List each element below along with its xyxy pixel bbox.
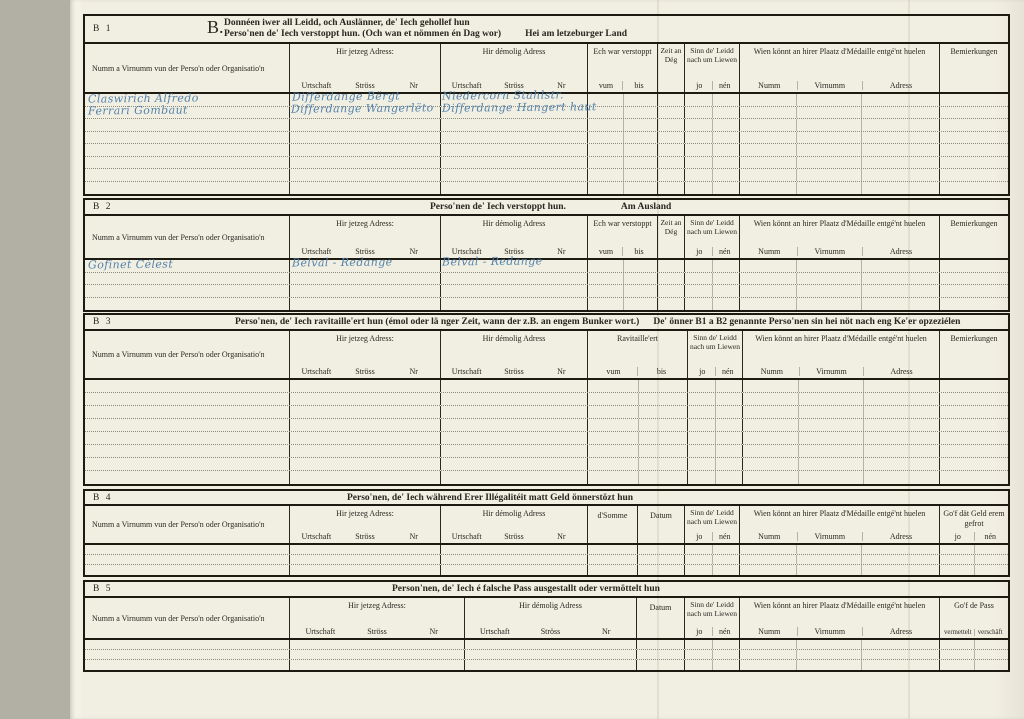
cell-demolig (440, 182, 587, 195)
col-header-demolig-adress: Hir démolig Adress Urtschaft Ströss Nr (464, 598, 636, 638)
cell-bemierkungen (939, 380, 1008, 392)
cell-demolig (464, 650, 636, 659)
cell-medaille (739, 660, 939, 670)
table-row (85, 545, 1008, 555)
cell-medaille (739, 132, 939, 144)
cell-medaille (739, 94, 939, 106)
cell-ravitailleert (587, 380, 687, 392)
section-title: Perso'nen de' Iech verstoppt hun. (430, 202, 566, 212)
cell-name (85, 273, 289, 285)
cell-jetzeg (289, 406, 440, 418)
col-header-sinn-liewen: Sinn de' Leidd nach um Liewen jo nén (684, 44, 739, 92)
col-header-zeit: Zeit an Dég (657, 216, 684, 258)
cell-jetzeg (289, 273, 440, 285)
cell-ravitailleert (587, 406, 687, 418)
cell-gof-pass (939, 660, 1008, 670)
cell-demolig (440, 432, 587, 444)
cell-demolig (440, 380, 587, 392)
cell-jetzeg (289, 298, 440, 311)
cell-name (85, 298, 289, 311)
scanned-document-page (70, 0, 1024, 719)
section-id: B 1 (93, 24, 113, 34)
cell-bemierkungen (939, 119, 1008, 131)
cell-ravitailleert (587, 432, 687, 444)
cell-somme (587, 565, 637, 575)
cell-bemierkungen (939, 406, 1008, 418)
section-id: B 2 (93, 202, 113, 212)
cell-medaille (739, 169, 939, 181)
cell-verstoppt (587, 119, 657, 131)
cell-name (85, 132, 289, 144)
cell-sinn (687, 471, 742, 484)
table-row (85, 119, 1008, 132)
cell-datum (637, 565, 684, 575)
col-header-somme: d'Somme (587, 506, 637, 543)
cell-datum (636, 660, 684, 670)
cell-demolig (464, 660, 636, 670)
cell-medaille (742, 432, 939, 444)
col-header-name: Numm a Virnumm vun der Perso'n oder Organisatio'n (92, 520, 265, 529)
cell-name (85, 119, 289, 131)
cell-name (85, 545, 289, 554)
cell-jetzeg (289, 182, 440, 195)
section-title: Person'nen, de' Iech é falsche Pass ausgestallt oder vermöttelt hun (392, 584, 660, 594)
table-row (85, 445, 1008, 458)
cell-medaille (739, 260, 939, 272)
table-row (85, 380, 1008, 393)
section-b1-header (85, 44, 1008, 94)
handwritten-entry: Gofinet Célest (87, 257, 174, 272)
cell-medaille (742, 393, 939, 405)
col-header-medaille: Wien könnt an hirer Plaatz d'Médaille entgé'nt huelen Numm Virnumm Adress (739, 44, 939, 92)
table-row (85, 144, 1008, 157)
cell-sinn (684, 94, 739, 106)
col-header-name: Numm a Virnumm vun der Perso'n oder Organisatio'n (92, 232, 265, 242)
cell-jetzeg (289, 445, 440, 457)
table-row (85, 182, 1008, 195)
cell-bemierkungen (939, 432, 1008, 444)
col-header-sinn-liewen: Sinn de' Leidd nach um Liewen jo nén (684, 506, 739, 543)
col-header-demolig-adress: Hir démolig Adress Urtschaft Ströss Nr (440, 216, 587, 258)
table-row (85, 419, 1008, 432)
table-row (85, 169, 1008, 182)
col-header-gof-geld: Go'f dät Geld erem gefrot jo nén (939, 506, 1008, 543)
cell-medaille (739, 640, 939, 649)
cell-zeit (657, 94, 684, 106)
col-header-demolig-adress: Hir démolig Adress Urtschaft Ströss Nr (440, 331, 587, 378)
section-b5-titlebar (85, 582, 1008, 598)
table-row (85, 273, 1008, 286)
cell-sinn (684, 169, 739, 181)
cell-somme (587, 555, 637, 564)
cell-sinn (684, 260, 739, 272)
col-header-datum: Datum (636, 598, 684, 638)
cell-demolig (440, 273, 587, 285)
cell-jetzeg (289, 144, 440, 156)
cell-verstoppt (587, 157, 657, 169)
table-row (85, 660, 1008, 670)
cell-sinn (684, 107, 739, 119)
cell-gof-geld (939, 555, 1008, 564)
section-b2-titlebar (85, 200, 1008, 216)
cell-bemierkungen (939, 419, 1008, 431)
cell-jetzeg (289, 393, 440, 405)
cell-demolig (440, 406, 587, 418)
col-header-demolig-adress: Hir démolig Adress Urtschaft Ströss Nr (440, 506, 587, 543)
col-header-name: Numm a Virnumm vun der Perso'n oder Organisatio'n (92, 63, 265, 73)
cell-sinn (684, 144, 739, 156)
section-b3-body (85, 380, 1008, 484)
cell-sinn (684, 132, 739, 144)
handwritten-entry: Differdange Bërgt (291, 89, 401, 104)
cell-bemierkungen (939, 471, 1008, 484)
handwritten-entry: Belval - Redange (441, 254, 543, 269)
section-id: B 4 (93, 492, 113, 503)
cell-bemierkungen (939, 144, 1008, 156)
col-header-verstoppt: Ech war verstoppt vum bis (587, 44, 657, 92)
handwritten-entry: Differdange Hangert haut (441, 100, 597, 115)
cell-sinn (684, 119, 739, 131)
table-row (85, 432, 1008, 445)
cell-bemierkungen (939, 260, 1008, 272)
section-title-bold: Am Ausland (620, 202, 672, 212)
handwritten-entry: Ferrari Gombaut (87, 103, 188, 118)
cell-demolig (440, 471, 587, 484)
col-header-sinn-liewen: Sinn de' Leidd nach um Liewen jo nén (684, 216, 739, 258)
cell-demolig (440, 132, 587, 144)
cell-medaille (742, 406, 939, 418)
section-title: Perso'nen, de' Iech während Erer Illégalitéit matt Geld önnerstözt hun (347, 492, 634, 503)
col-header-jetzeg-adress: Hir jetzeg Adress: Urtschaft Ströss Nr (289, 331, 440, 378)
cell-medaille (739, 285, 939, 297)
cell-jetzeg (289, 419, 440, 431)
cell-verstoppt (587, 285, 657, 297)
cell-demolig (440, 157, 587, 169)
cell-sinn (684, 157, 739, 169)
col-header-verstoppt: Ech war verstoppt vum bis (587, 216, 657, 258)
cell-verstoppt (587, 107, 657, 119)
cell-zeit (657, 260, 684, 272)
table-row (85, 285, 1008, 298)
cell-zeit (657, 273, 684, 285)
cell-sinn (687, 393, 742, 405)
cell-demolig (440, 565, 587, 575)
col-header-name: Numm a Virnumm vun der Perso'n oder Organisatio'n (92, 350, 265, 359)
cell-demolig (440, 555, 587, 564)
cell-name (85, 157, 289, 169)
cell-medaille (739, 650, 939, 659)
cell-demolig (440, 545, 587, 554)
cell-somme (587, 545, 637, 554)
cell-medaille (739, 565, 939, 575)
cell-zeit (657, 285, 684, 297)
cell-medaille (742, 419, 939, 431)
cell-verstoppt (587, 273, 657, 285)
cell-bemierkungen (939, 182, 1008, 195)
cell-bemierkungen (939, 285, 1008, 297)
cell-sinn (687, 458, 742, 470)
handwritten-entry: Claswirich Alfredo (87, 91, 199, 106)
col-header-datum: Datum (637, 506, 684, 543)
table-row (85, 157, 1008, 170)
cell-medaille (739, 157, 939, 169)
cell-demolig (440, 298, 587, 311)
cell-sinn (684, 545, 739, 554)
cell-verstoppt (587, 298, 657, 311)
cell-gof-geld (939, 545, 1008, 554)
table-row (85, 471, 1008, 484)
cell-name (85, 471, 289, 484)
cell-demolig (440, 285, 587, 297)
table-row (85, 640, 1008, 650)
cell-demolig (440, 144, 587, 156)
col-header-sinn-liewen: Sinn de' Leidd nach um Liewen jo nén (684, 598, 739, 638)
cell-zeit (657, 169, 684, 181)
cell-name (85, 144, 289, 156)
cell-medaille (739, 119, 939, 131)
cell-bemierkungen (939, 445, 1008, 457)
section-b2-body (85, 257, 1008, 310)
cell-jetzeg (289, 119, 440, 131)
col-header-jetzeg-adress: Hir jetzeg Adress: Urtschaft Ströss Nr (289, 506, 440, 543)
cell-jetzeg (289, 458, 440, 470)
cell-medaille (739, 273, 939, 285)
cell-name (85, 393, 289, 405)
cell-medaille (742, 458, 939, 470)
cell-bemierkungen (939, 157, 1008, 169)
section-b2 (83, 198, 1010, 312)
table-row (85, 132, 1008, 145)
cell-name (85, 406, 289, 418)
cell-jetzeg (289, 565, 440, 575)
cell-datum (637, 555, 684, 564)
cell-name (85, 555, 289, 564)
section-b5-header (85, 598, 1008, 640)
cell-datum (637, 545, 684, 554)
col-header-ravitailleert: Ravitaille'ert vum bis (587, 331, 687, 378)
section-b1-titlebar (85, 16, 1008, 44)
cell-name (85, 640, 289, 649)
section-b5 (83, 580, 1010, 672)
cell-verstoppt (587, 94, 657, 106)
cell-demolig (440, 419, 587, 431)
col-header-bemierkungen: Bemierkungen (939, 44, 1008, 92)
col-header-medaille: Wien könnt an hirer Plaatz d'Médaille entgé'nt huelen Numm Virnumm Adress (739, 216, 939, 258)
handwritten-entry: Differdange Wangerlëto (290, 101, 434, 116)
cell-ravitailleert (587, 419, 687, 431)
cell-ravitailleert (587, 471, 687, 484)
section-b3-titlebar (85, 315, 1008, 331)
col-header-jetzeg-adress: Hir jetzeg Adress: Urtschaft Ströss Nr (289, 216, 440, 258)
cell-zeit (657, 144, 684, 156)
cell-bemierkungen (939, 273, 1008, 285)
section-b5-body (85, 640, 1008, 670)
cell-demolig (440, 445, 587, 457)
cell-jetzeg (289, 555, 440, 564)
cell-zeit (657, 119, 684, 131)
cell-datum (636, 650, 684, 659)
cell-jetzeg (289, 169, 440, 181)
cell-name (85, 380, 289, 392)
section-id: B 3 (93, 317, 113, 327)
cell-name (85, 565, 289, 575)
col-header-bemierkungen: Bemierkungen (939, 331, 1008, 378)
cell-name (85, 660, 289, 670)
table-row (85, 406, 1008, 419)
cell-gof-geld (939, 565, 1008, 575)
cell-name (85, 458, 289, 470)
section-b3 (83, 313, 1010, 486)
cell-sinn (684, 565, 739, 575)
cell-bemierkungen (939, 393, 1008, 405)
cell-sinn (684, 650, 739, 659)
table-row (85, 393, 1008, 406)
handwritten-entry: Belval - Redange (291, 255, 393, 270)
section-letter: B. (207, 17, 224, 37)
cell-demolig (440, 393, 587, 405)
cell-jetzeg (289, 660, 464, 670)
col-header-jetzeg-adress: Hir jetzeg Adress: Urtschaft Ströss Nr (289, 598, 464, 638)
cell-verstoppt (587, 260, 657, 272)
col-header-bemierkungen: Bemierkungen (939, 216, 1008, 258)
cell-demolig (440, 169, 587, 181)
cell-sinn (684, 285, 739, 297)
cell-medaille (739, 298, 939, 311)
col-header-name: Numm a Virnumm vun der Perso'n oder Organisatio'n (92, 613, 265, 623)
cell-sinn (684, 182, 739, 195)
cell-verstoppt (587, 132, 657, 144)
cell-sinn (687, 419, 742, 431)
cell-sinn (687, 445, 742, 457)
cell-medaille (742, 380, 939, 392)
cell-jetzeg (289, 640, 464, 649)
cell-sinn (687, 406, 742, 418)
table-row (85, 555, 1008, 565)
cell-ravitailleert (587, 393, 687, 405)
col-header-gof-pass: Go'f de Pass vermettelt verschäft (939, 598, 1008, 638)
cell-sinn (684, 660, 739, 670)
cell-zeit (657, 157, 684, 169)
cell-demolig (464, 640, 636, 649)
cell-verstoppt (587, 182, 657, 195)
table-row (85, 298, 1008, 311)
table-row (85, 257, 1008, 273)
section-b4-titlebar (85, 491, 1008, 506)
cell-demolig (440, 119, 587, 131)
cell-sinn (684, 555, 739, 564)
cell-jetzeg (289, 132, 440, 144)
cell-sinn (687, 380, 742, 392)
cell-name (85, 419, 289, 431)
col-header-sinn-liewen: Sinn de' Leidd nach um Liewen jo nén (687, 331, 742, 378)
cell-ravitailleert (587, 458, 687, 470)
cell-name (85, 182, 289, 195)
col-header-medaille: Wien könnt an hirer Plaatz d'Médaille entgé'nt huelen Numm Virnumm Adress (739, 598, 939, 638)
cell-demolig (440, 458, 587, 470)
cell-sinn (687, 432, 742, 444)
cell-sinn (684, 273, 739, 285)
section-title: Perso'nen, de' Iech ravitaille'ert hun (émol oder lä nger Zeit, wann der z.B. an engem Bunker wort.) (235, 317, 640, 327)
table-row (85, 565, 1008, 575)
cell-name (85, 432, 289, 444)
cell-jetzeg (289, 432, 440, 444)
section-b4-header (85, 506, 1008, 545)
cell-medaille (739, 545, 939, 554)
cell-ravitailleert (587, 445, 687, 457)
cell-zeit (657, 107, 684, 119)
cell-gof-pass (939, 650, 1008, 659)
cell-jetzeg (289, 380, 440, 392)
section-title: Donnéen iwer all Leidd, och Auslänner, de' Iech gehollef hun Perso'nen de' Iech verstoppt hun. (Och wan et nömmen én Dag wor) Hei am letzeburger Land (224, 17, 628, 39)
cell-sinn (684, 298, 739, 311)
table-row (85, 650, 1008, 660)
col-header-zeit: Zeit an Dég (657, 44, 684, 92)
cell-zeit (657, 298, 684, 311)
handwritten-entry: Niedercorn Stahlstr. (441, 88, 564, 103)
cell-name (85, 445, 289, 457)
table-row (85, 458, 1008, 471)
cell-zeit (657, 132, 684, 144)
col-header-jetzeg-adress: Hir jetzeg Adress: Urtschaft Ströss Nr (289, 44, 440, 92)
cell-verstoppt (587, 169, 657, 181)
cell-verstoppt (587, 144, 657, 156)
cell-name (85, 650, 289, 659)
cell-gof-pass (939, 640, 1008, 649)
col-header-demolig-adress: Hir démolig Adress Urtschaft Ströss Nr (440, 44, 587, 92)
section-b2-header (85, 216, 1008, 260)
cell-bemierkungen (939, 458, 1008, 470)
col-header-medaille: Wien könnt an hirer Plaatz d'Médaille entgé'nt huelen Numm Virnumm Adress (742, 331, 939, 378)
col-header-medaille: Wien könnt an hirer Plaatz d'Médaille entgé'nt huelen Numm Virnumm Adress (739, 506, 939, 543)
cell-jetzeg (289, 157, 440, 169)
cell-jetzeg (289, 471, 440, 484)
section-b4 (83, 489, 1010, 577)
cell-name (85, 169, 289, 181)
cell-bemierkungen (939, 132, 1008, 144)
cell-medaille (739, 144, 939, 156)
cell-medaille (739, 555, 939, 564)
cell-bemierkungen (939, 298, 1008, 311)
cell-datum (636, 640, 684, 649)
section-b3-header (85, 331, 1008, 380)
cell-zeit (657, 182, 684, 195)
cell-medaille (739, 107, 939, 119)
cell-bemierkungen (939, 107, 1008, 119)
cell-sinn (684, 640, 739, 649)
cell-bemierkungen (939, 94, 1008, 106)
section-b4-body (85, 545, 1008, 575)
cell-medaille (739, 182, 939, 195)
cell-jetzeg (289, 285, 440, 297)
cell-name (85, 285, 289, 297)
cell-medaille (742, 471, 939, 484)
cell-jetzeg (289, 545, 440, 554)
section-id: B 5 (93, 584, 113, 594)
cell-medaille (742, 445, 939, 457)
cell-jetzeg (289, 650, 464, 659)
cell-bemierkungen (939, 169, 1008, 181)
section-title-part2: De' önner B1 a B2 genannte Perso'nen sin hei nöt nach eng Ke'er opzeziélen (653, 317, 961, 327)
